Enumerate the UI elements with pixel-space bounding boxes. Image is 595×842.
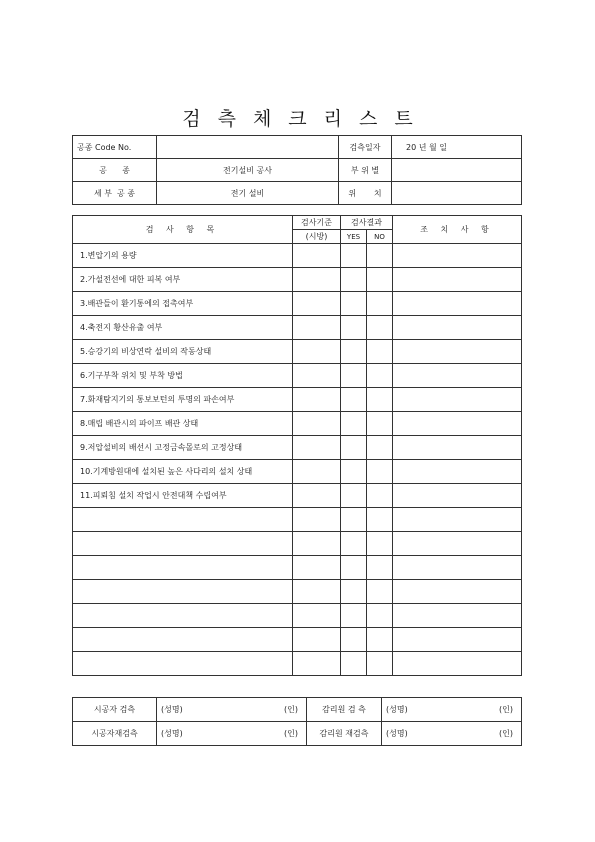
action-header: 조 치 사 항 xyxy=(393,216,522,244)
no-cell[interactable] xyxy=(367,580,393,604)
inspection-item-label: 10.기계방원대에 설치된 높은 사다리의 설치 상태 xyxy=(73,460,293,484)
inspection-item-label xyxy=(73,628,293,652)
inspection-row xyxy=(73,604,522,628)
inspection-row xyxy=(73,388,522,412)
standard-cell[interactable] xyxy=(293,268,341,292)
inspection-item-label: 8.매립 배관시의 파이프 배관 상태 xyxy=(73,412,293,436)
standard-subheader: (시방) xyxy=(293,230,341,244)
inspection-row xyxy=(73,484,522,508)
action-cell[interactable] xyxy=(393,292,522,316)
sign-row-2 xyxy=(73,722,522,746)
inspection-row xyxy=(73,580,522,604)
inspection-row xyxy=(73,292,522,316)
action-cell[interactable] xyxy=(393,388,522,412)
seal-hint: (인) xyxy=(284,705,298,714)
yes-cell[interactable] xyxy=(341,604,367,628)
inspection-item-label: 3.배관들이 환기통에의 접촉여부 xyxy=(73,292,293,316)
action-cell[interactable] xyxy=(393,436,522,460)
action-cell[interactable] xyxy=(393,340,522,364)
action-cell[interactable] xyxy=(393,412,522,436)
inspection-row xyxy=(73,460,522,484)
action-cell[interactable] xyxy=(393,484,522,508)
no-cell[interactable] xyxy=(367,532,393,556)
no-cell[interactable] xyxy=(367,604,393,628)
inspection-row xyxy=(73,628,522,652)
no-cell[interactable] xyxy=(367,484,393,508)
location-label: 위 치 xyxy=(339,182,392,205)
inspection-row xyxy=(73,436,522,460)
yes-cell[interactable] xyxy=(341,244,367,268)
standard-cell[interactable] xyxy=(293,292,341,316)
action-cell[interactable] xyxy=(393,628,522,652)
action-cell[interactable] xyxy=(393,532,522,556)
supervisor-rework-label: 감리원 재검측 xyxy=(307,722,382,746)
no-cell[interactable] xyxy=(367,292,393,316)
action-cell[interactable] xyxy=(393,268,522,292)
inspection-item-label: 2.가설전선에 대한 피복 여부 xyxy=(73,268,293,292)
action-cell[interactable] xyxy=(393,460,522,484)
no-cell[interactable] xyxy=(367,436,393,460)
supervisor-sign-field[interactable] xyxy=(382,698,522,722)
sign-hint: (성명) xyxy=(161,705,183,714)
no-cell[interactable] xyxy=(367,244,393,268)
contractor-label: 시공자 검측 xyxy=(73,698,157,722)
page-title: 검측체크리스트 xyxy=(182,108,430,130)
action-cell[interactable] xyxy=(393,580,522,604)
yes-cell[interactable] xyxy=(341,580,367,604)
code-label: 공종 Code No. xyxy=(73,136,157,159)
standard-header: 검사기준 xyxy=(293,216,341,230)
header-row-detail xyxy=(73,182,522,205)
part-field[interactable] xyxy=(392,159,522,182)
no-cell[interactable] xyxy=(367,388,393,412)
part-label: 부 위 별 xyxy=(339,159,392,182)
yes-cell[interactable] xyxy=(341,388,367,412)
items-header: 검 사 항 목 xyxy=(73,216,293,244)
header-row-work xyxy=(73,159,522,182)
detail-field[interactable]: 전기 설비 xyxy=(157,182,339,205)
inspection-row xyxy=(73,508,522,532)
header-row-code xyxy=(73,136,522,159)
inspection-row xyxy=(73,340,522,364)
sign-hint: (성명) xyxy=(386,705,408,714)
yes-header: YES xyxy=(341,230,367,244)
inspection-item-label xyxy=(73,508,293,532)
inspection-item-label: 9.저압설비의 배선시 고정금속몰로의 고정상태 xyxy=(73,436,293,460)
inspection-item-label xyxy=(73,604,293,628)
inspection-item-label: 11.피뢰침 설치 작업시 안전대책 수립여부 xyxy=(73,484,293,508)
no-cell[interactable] xyxy=(367,340,393,364)
seal-hint: (인) xyxy=(284,729,298,738)
inspection-row xyxy=(73,268,522,292)
standard-cell[interactable] xyxy=(293,340,341,364)
inspection-item-label: 5.승강기의 비상연락 설비의 작동상태 xyxy=(73,340,293,364)
contractor-rework-sign-field[interactable] xyxy=(157,722,307,746)
action-cell[interactable] xyxy=(393,556,522,580)
result-header: 검사결과 xyxy=(341,216,393,230)
inspection-row xyxy=(73,316,522,340)
work-field[interactable]: 전기설비 공사 xyxy=(157,159,339,182)
supervisor-label: 감리원 검 측 xyxy=(307,698,382,722)
inspection-item-label xyxy=(73,580,293,604)
no-header: NO xyxy=(367,230,393,244)
contractor-rework-label: 시공자재검측 xyxy=(73,722,157,746)
action-cell[interactable] xyxy=(393,316,522,340)
yes-cell[interactable] xyxy=(341,532,367,556)
contractor-sign-field[interactable] xyxy=(157,698,307,722)
inspection-row xyxy=(73,652,522,676)
inspection-item-label xyxy=(73,532,293,556)
standard-cell[interactable] xyxy=(293,412,341,436)
column-header-row xyxy=(73,216,522,230)
standard-cell[interactable] xyxy=(293,436,341,460)
yes-cell[interactable] xyxy=(341,412,367,436)
inspection-item-label: 7.화재탐지기의 통보보턴의 투명의 파손여부 xyxy=(73,388,293,412)
inspection-row xyxy=(73,364,522,388)
no-cell[interactable] xyxy=(367,460,393,484)
no-cell[interactable] xyxy=(367,316,393,340)
standard-cell[interactable] xyxy=(293,556,341,580)
header-table xyxy=(72,135,522,205)
standard-cell[interactable] xyxy=(293,580,341,604)
standard-cell[interactable] xyxy=(293,508,341,532)
standard-cell[interactable] xyxy=(293,484,341,508)
no-cell[interactable] xyxy=(367,268,393,292)
action-cell[interactable] xyxy=(393,604,522,628)
no-cell[interactable] xyxy=(367,652,393,676)
action-cell[interactable] xyxy=(393,508,522,532)
yes-cell[interactable] xyxy=(341,364,367,388)
no-cell[interactable] xyxy=(367,508,393,532)
no-cell[interactable] xyxy=(367,412,393,436)
no-cell[interactable] xyxy=(367,364,393,388)
date-field[interactable]: 20 년 월 일 xyxy=(392,136,522,159)
work-label: 공 종 xyxy=(73,159,157,182)
detail-label: 세 부 공 종 xyxy=(73,182,157,205)
yes-cell[interactable] xyxy=(341,292,367,316)
signature-table xyxy=(72,697,522,746)
no-cell[interactable] xyxy=(367,556,393,580)
date-label: 검측일자 xyxy=(339,136,392,159)
standard-cell[interactable] xyxy=(293,604,341,628)
yes-cell[interactable] xyxy=(341,628,367,652)
no-cell[interactable] xyxy=(367,628,393,652)
standard-cell[interactable] xyxy=(293,364,341,388)
standard-cell[interactable] xyxy=(293,532,341,556)
standard-cell[interactable] xyxy=(293,244,341,268)
location-field[interactable] xyxy=(392,182,522,205)
yes-cell[interactable] xyxy=(341,460,367,484)
inspection-item-label: 1.변압기의 용량 xyxy=(73,244,293,268)
inspection-row xyxy=(73,412,522,436)
standard-cell[interactable] xyxy=(293,628,341,652)
code-field[interactable] xyxy=(157,136,339,159)
standard-cell[interactable] xyxy=(293,460,341,484)
inspection-item-label: 6.기구부착 위치 및 부착 방법 xyxy=(73,364,293,388)
seal-hint: (인) xyxy=(499,705,513,714)
inspection-item-label: 4.축전지 황산유출 여부 xyxy=(73,316,293,340)
standard-cell[interactable] xyxy=(293,316,341,340)
yes-cell[interactable] xyxy=(341,340,367,364)
yes-cell[interactable] xyxy=(341,268,367,292)
sign-row-1 xyxy=(73,698,522,722)
inspection-item-label xyxy=(73,556,293,580)
inspection-table xyxy=(72,215,522,676)
inspection-row xyxy=(73,532,522,556)
yes-cell[interactable] xyxy=(341,316,367,340)
standard-cell[interactable] xyxy=(293,388,341,412)
action-cell[interactable] xyxy=(393,652,522,676)
sign-hint: (성명) xyxy=(161,729,183,738)
yes-cell[interactable] xyxy=(341,436,367,460)
action-cell[interactable] xyxy=(393,364,522,388)
yes-cell[interactable] xyxy=(341,652,367,676)
supervisor-rework-sign-field[interactable] xyxy=(382,722,522,746)
yes-cell[interactable] xyxy=(341,508,367,532)
sign-hint: (성명) xyxy=(386,729,408,738)
action-cell[interactable] xyxy=(393,244,522,268)
inspection-row xyxy=(73,556,522,580)
inspection-item-label xyxy=(73,652,293,676)
yes-cell[interactable] xyxy=(341,484,367,508)
yes-cell[interactable] xyxy=(341,556,367,580)
seal-hint: (인) xyxy=(499,729,513,738)
standard-cell[interactable] xyxy=(293,652,341,676)
inspection-row xyxy=(73,244,522,268)
